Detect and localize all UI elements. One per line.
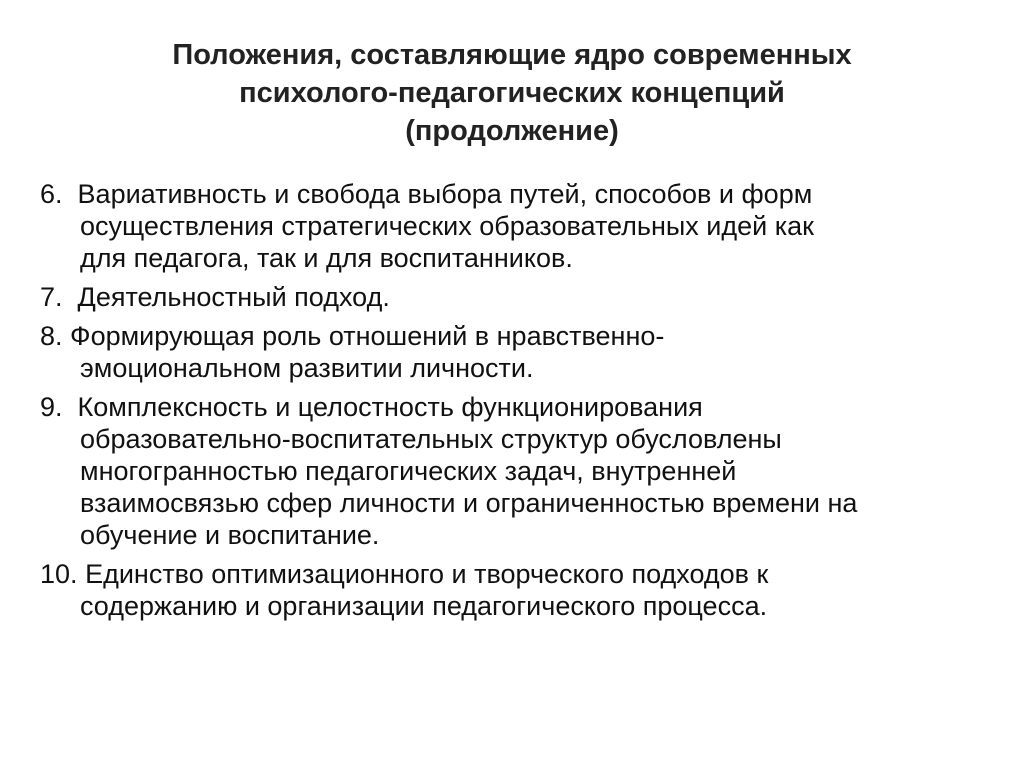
item-text: Деятельностный подход. xyxy=(77,282,390,312)
item-line: обучение и воспитание. xyxy=(80,520,380,550)
item-line-first xyxy=(40,558,1000,590)
item-number: 8. xyxy=(40,321,63,351)
list-item xyxy=(40,391,1000,551)
item-text: Вариативность и свобода выбора путей, способов и форм xyxy=(77,179,813,209)
item-line-first xyxy=(40,320,1000,352)
item-line: образовательно-воспитательных структур обусловлены xyxy=(80,424,782,454)
title-line: Положения, составляющие ядро современных xyxy=(172,39,852,71)
title-line: (продолжение) xyxy=(405,115,619,147)
list-item xyxy=(40,558,1000,622)
item-text: Формирующая роль отношений в нравственно- xyxy=(70,321,665,351)
item-text: Комплексность и целостность функционирования xyxy=(77,392,703,422)
list-item xyxy=(40,320,1000,384)
item-text: Единство оптимизационного и творческого подходов к xyxy=(85,559,769,589)
item-line-first xyxy=(40,391,1000,423)
title-line: психолого-педагогических концепций xyxy=(239,77,785,109)
numbered-list xyxy=(40,178,1000,629)
item-line-first xyxy=(40,281,1000,313)
item-line: многогранностью педагогических задач, внутренней xyxy=(80,456,737,486)
item-line: осуществления стратегических образовательных идей как xyxy=(80,211,814,241)
item-number: 10. xyxy=(40,559,78,589)
item-line: эмоциональном развитии личности. xyxy=(80,353,534,383)
item-line: для педагога, так и для воспитанников. xyxy=(80,243,573,273)
list-item xyxy=(40,281,1000,313)
item-number: 9. xyxy=(40,392,63,422)
item-number: 7. xyxy=(40,282,63,312)
item-line-first xyxy=(40,178,1000,210)
slide-title xyxy=(60,36,964,150)
item-number: 6. xyxy=(40,179,63,209)
list-item xyxy=(40,178,1000,274)
item-line: содержанию и организации педагогического процесса. xyxy=(80,591,768,621)
item-line: взаимосвязью сфер личности и ограниченностью времени на xyxy=(80,488,858,518)
